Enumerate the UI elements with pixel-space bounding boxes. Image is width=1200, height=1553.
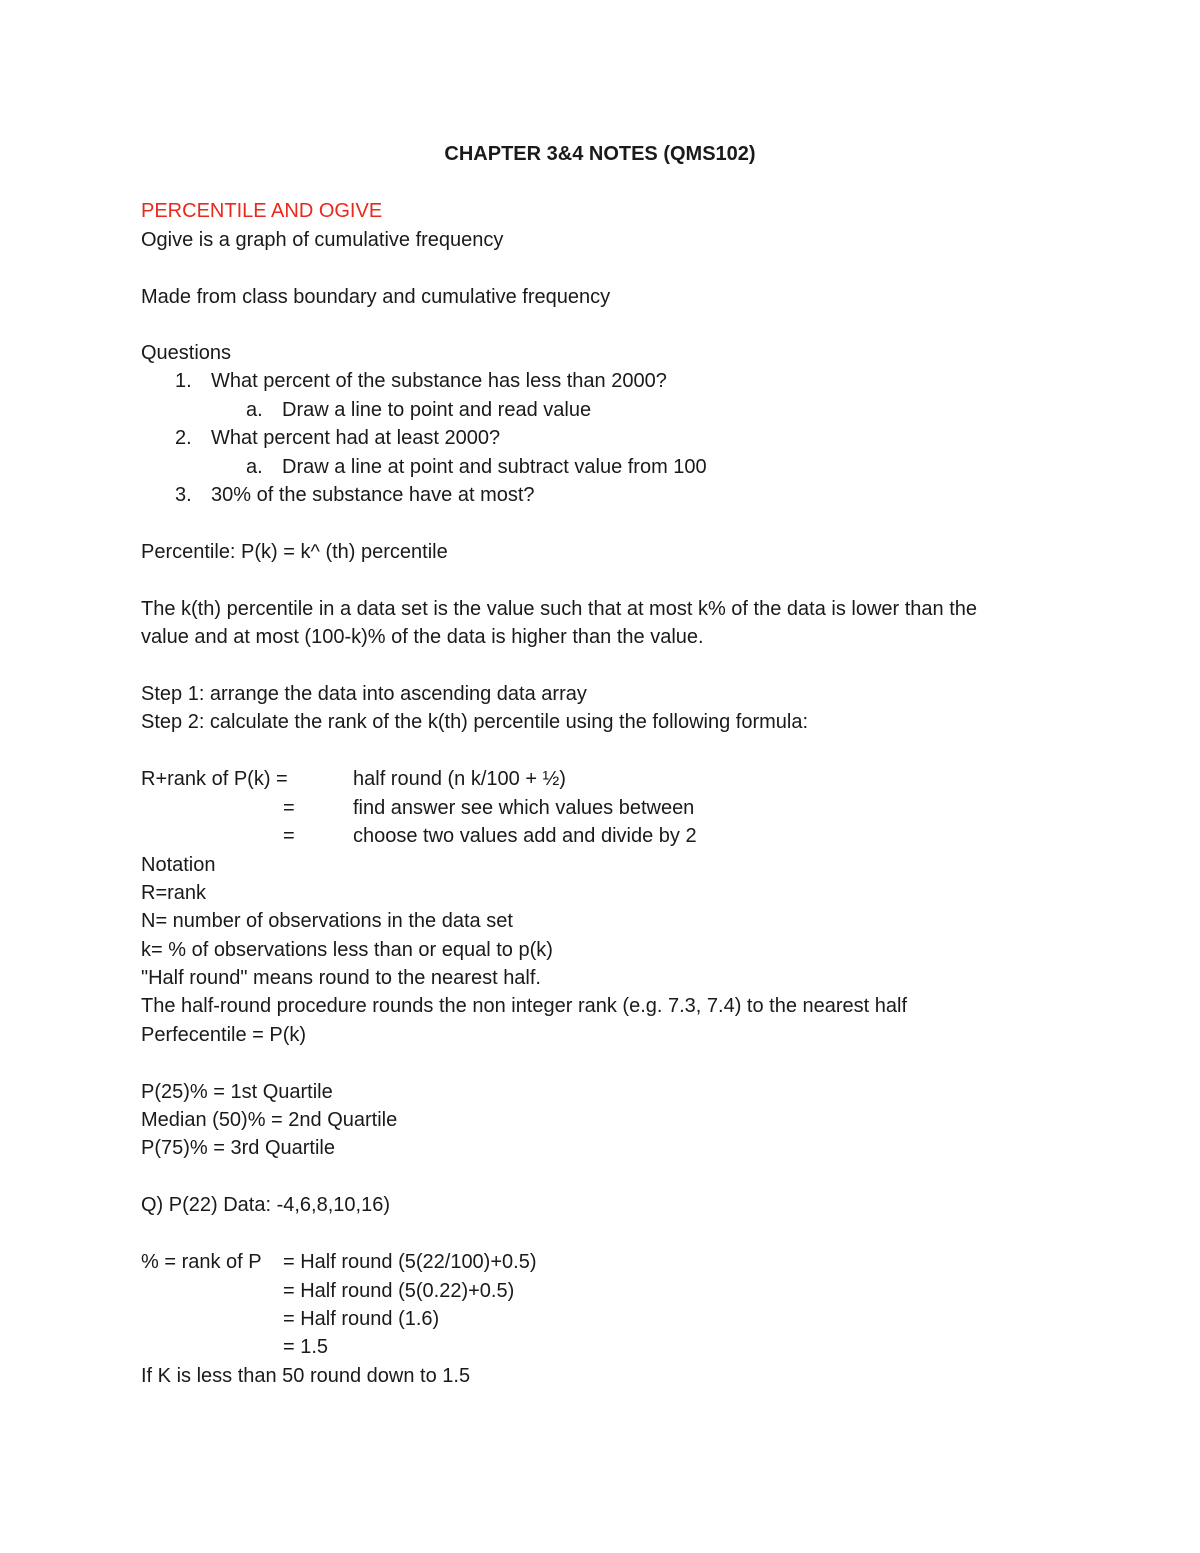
document-title: CHAPTER 3&4 NOTES (QMS102) xyxy=(444,143,756,165)
question-1a-text: Draw a line to point and read value xyxy=(282,399,592,421)
example-step-2: = Half round (5(0.22)+0.5) xyxy=(283,1280,515,1302)
question-2-text: What percent had at least 2000? xyxy=(211,427,501,449)
rank-formula-line-1: half round (n k/100 + ½) xyxy=(353,768,566,790)
notation-perfecentile: Perfecentile = P(k) xyxy=(141,1024,307,1046)
question-1-text: What percent of the substance has less than 2000? xyxy=(211,370,667,392)
example-conclusion: If K is less than 50 round down to 1.5 xyxy=(141,1365,471,1387)
question-2a-text: Draw a line at point and subtract value from 100 xyxy=(282,456,707,478)
question-3-text: 30% of the substance have at most? xyxy=(211,484,535,506)
ogive-definition: Ogive is a graph of cumulative frequency xyxy=(141,229,504,251)
percentile-formula: Percentile: P(k) = k^ (th) percentile xyxy=(141,541,448,563)
notation-rank: R=rank xyxy=(141,882,207,904)
notation-half-round: "Half round" means round to the nearest half. xyxy=(141,967,541,989)
question-1-number: 1. xyxy=(175,370,192,392)
notation-k: k= % of observations less than or equal to p(k) xyxy=(141,939,553,961)
example-step-1: = Half round (5(22/100)+0.5) xyxy=(283,1251,537,1273)
rank-formula-equals-2: = xyxy=(283,797,295,819)
rank-formula-line-2: find answer see which values between xyxy=(353,797,695,819)
example-step-3: = Half round (1.6) xyxy=(283,1308,440,1330)
ogive-made-from: Made from class boundary and cumulative frequency xyxy=(141,286,611,308)
question-2a-letter: a. xyxy=(246,456,263,478)
percentile-definition-line-2: value and at most (100-k)% of the data is higher than the value. xyxy=(141,626,704,648)
example-label: % = rank of P xyxy=(141,1251,262,1273)
step-2: Step 2: calculate the rank of the k(th) percentile using the following formula: xyxy=(141,711,809,733)
quartile-2: Median (50)% = 2nd Quartile xyxy=(141,1109,398,1131)
section-heading: PERCENTILE AND OGIVE xyxy=(141,200,383,222)
rank-formula-label: R+rank of P(k) = xyxy=(141,768,288,790)
rank-formula-line-3: choose two values add and divide by 2 xyxy=(353,825,697,847)
question-2-number: 2. xyxy=(175,427,192,449)
notation-half-round-procedure: The half-round procedure rounds the non integer rank (e.g. 7.3, 7.4) to the nearest half xyxy=(141,995,908,1017)
step-1: Step 1: arrange the data into ascending data array xyxy=(141,683,587,705)
question-3-number: 3. xyxy=(175,484,192,506)
questions-heading: Questions xyxy=(141,342,232,364)
question-1a-letter: a. xyxy=(246,399,263,421)
notation-heading: Notation xyxy=(141,854,216,876)
rank-formula-equals-3: = xyxy=(283,825,295,847)
notation-n: N= number of observations in the data set xyxy=(141,910,513,932)
example-question: Q) P(22) Data: -4,6,8,10,16) xyxy=(141,1194,391,1216)
percentile-definition-line-1: The k(th) percentile in a data set is the value such that at most k% of the data is lower than the xyxy=(141,598,978,620)
quartile-1: P(25)% = 1st Quartile xyxy=(141,1081,333,1103)
example-step-4: = 1.5 xyxy=(283,1336,329,1358)
quartile-3: P(75)% = 3rd Quartile xyxy=(141,1137,335,1159)
